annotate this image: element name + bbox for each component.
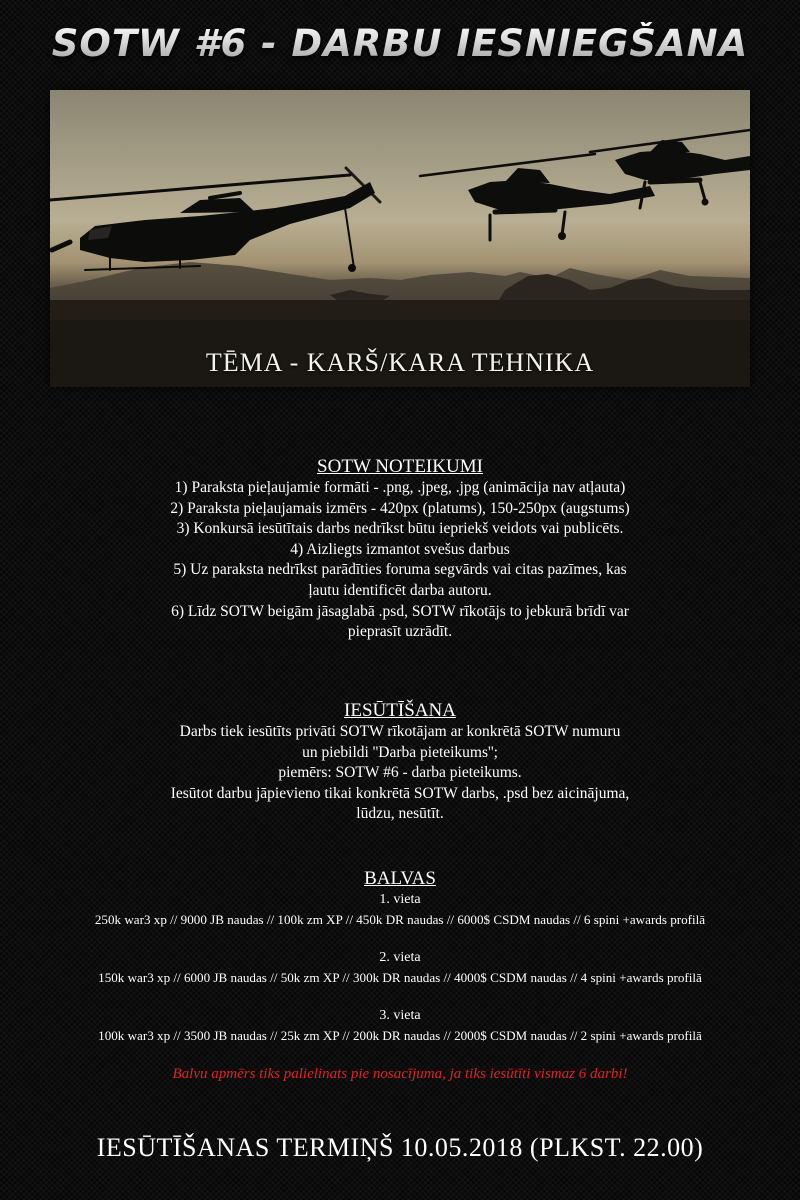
place-reward: 250k war3 xp // 9000 JB naudas // 100k zm XP // 450k DR naudas // 6000$ CSDM naudas // 6 spini +awards profilā: [94, 912, 706, 927]
prizes-section: [0, 868, 800, 1046]
place-label: 1. vieta: [379, 892, 421, 907]
page-title: SOTW #6 - DARBU IESNIEGŠANA: [0, 22, 800, 65]
place-label: 3. vieta: [379, 1008, 421, 1023]
place-label: 2. vieta: [379, 950, 421, 965]
rule-line: 6) Līdz SOTW beigām jāsaglabā .psd, SOTW rīkotājs to jebkurā brīdī var: [171, 602, 629, 620]
submission-section: [0, 700, 800, 825]
rules-section: [0, 456, 800, 643]
rule-line: 2) Paraksta pieļaujamais izmērs - 420px (platums), 150-250px (augstums): [170, 499, 630, 517]
rule-line: 4) Aizliegts izmantot svešus darbus: [290, 540, 510, 558]
prize-increase-note: Balvu apmērs tiks palielinats pie nosacījuma, ja tiks iesūtīti vismaz 6 darbi!: [172, 1066, 628, 1082]
rule-line: 1) Paraksta pieļaujamie formāti - .png, .jpeg, .jpg (animācija nav atļauta): [174, 479, 626, 496]
submission-line: un piebildi ''Darba pieteikums'';: [302, 743, 498, 761]
submission-deadline: IESŪTĪŠANAS TERMIŅŠ 10.05.2018 (PLKST. 22.00): [96, 1133, 704, 1162]
prizes-heading: BALVAS: [364, 868, 436, 889]
rule-line: 3) Konkursā iesūtītais darbs nedrīkst būtu iepriekš veidots vai publicēts.: [176, 520, 624, 538]
submission-heading: IESŪTĪŠANA: [344, 700, 456, 721]
rules-heading: SOTW NOTEIKUMI: [317, 456, 483, 477]
rule-line: 5) Uz paraksta nedrīkst parādīties foruma segvārds vai citas pazīmes, kas: [173, 561, 627, 579]
banner-image: [50, 90, 750, 387]
rule-line: ļautu identificēt darba autoru.: [308, 581, 492, 599]
submission-line: Darbs tiek iesūtīts privāti SOTW rīkotājam ar konkrētā SOTW numuru: [179, 723, 621, 740]
contest-topic: TĒMA - KARŠ/KARA TEHNIKA: [205, 348, 595, 377]
rule-line: pieprasīt uzrādīt.: [347, 623, 453, 641]
submission-line: Iesūtot darbu jāpievieno tikai konkrētā SOTW darbs, .psd bez aicinājuma,: [170, 784, 630, 802]
place-reward: 100k war3 xp // 3500 JB naudas // 25k zm XP // 200k DR naudas // 2000$ CSDM naudas // 2 spini +awards profilā: [98, 1028, 702, 1043]
place-reward: 150k war3 xp // 6000 JB naudas // 50k zm XP // 300k DR naudas // 4000$ CSDM naudas // 4 spini +awards profilā: [98, 970, 702, 985]
submission-line: lūdzu, nesūtīt.: [356, 805, 444, 823]
helicopter-silhouette-illustration: [50, 90, 750, 387]
submission-line: piemērs: SOTW #6 - darba pieteikums.: [278, 764, 522, 782]
